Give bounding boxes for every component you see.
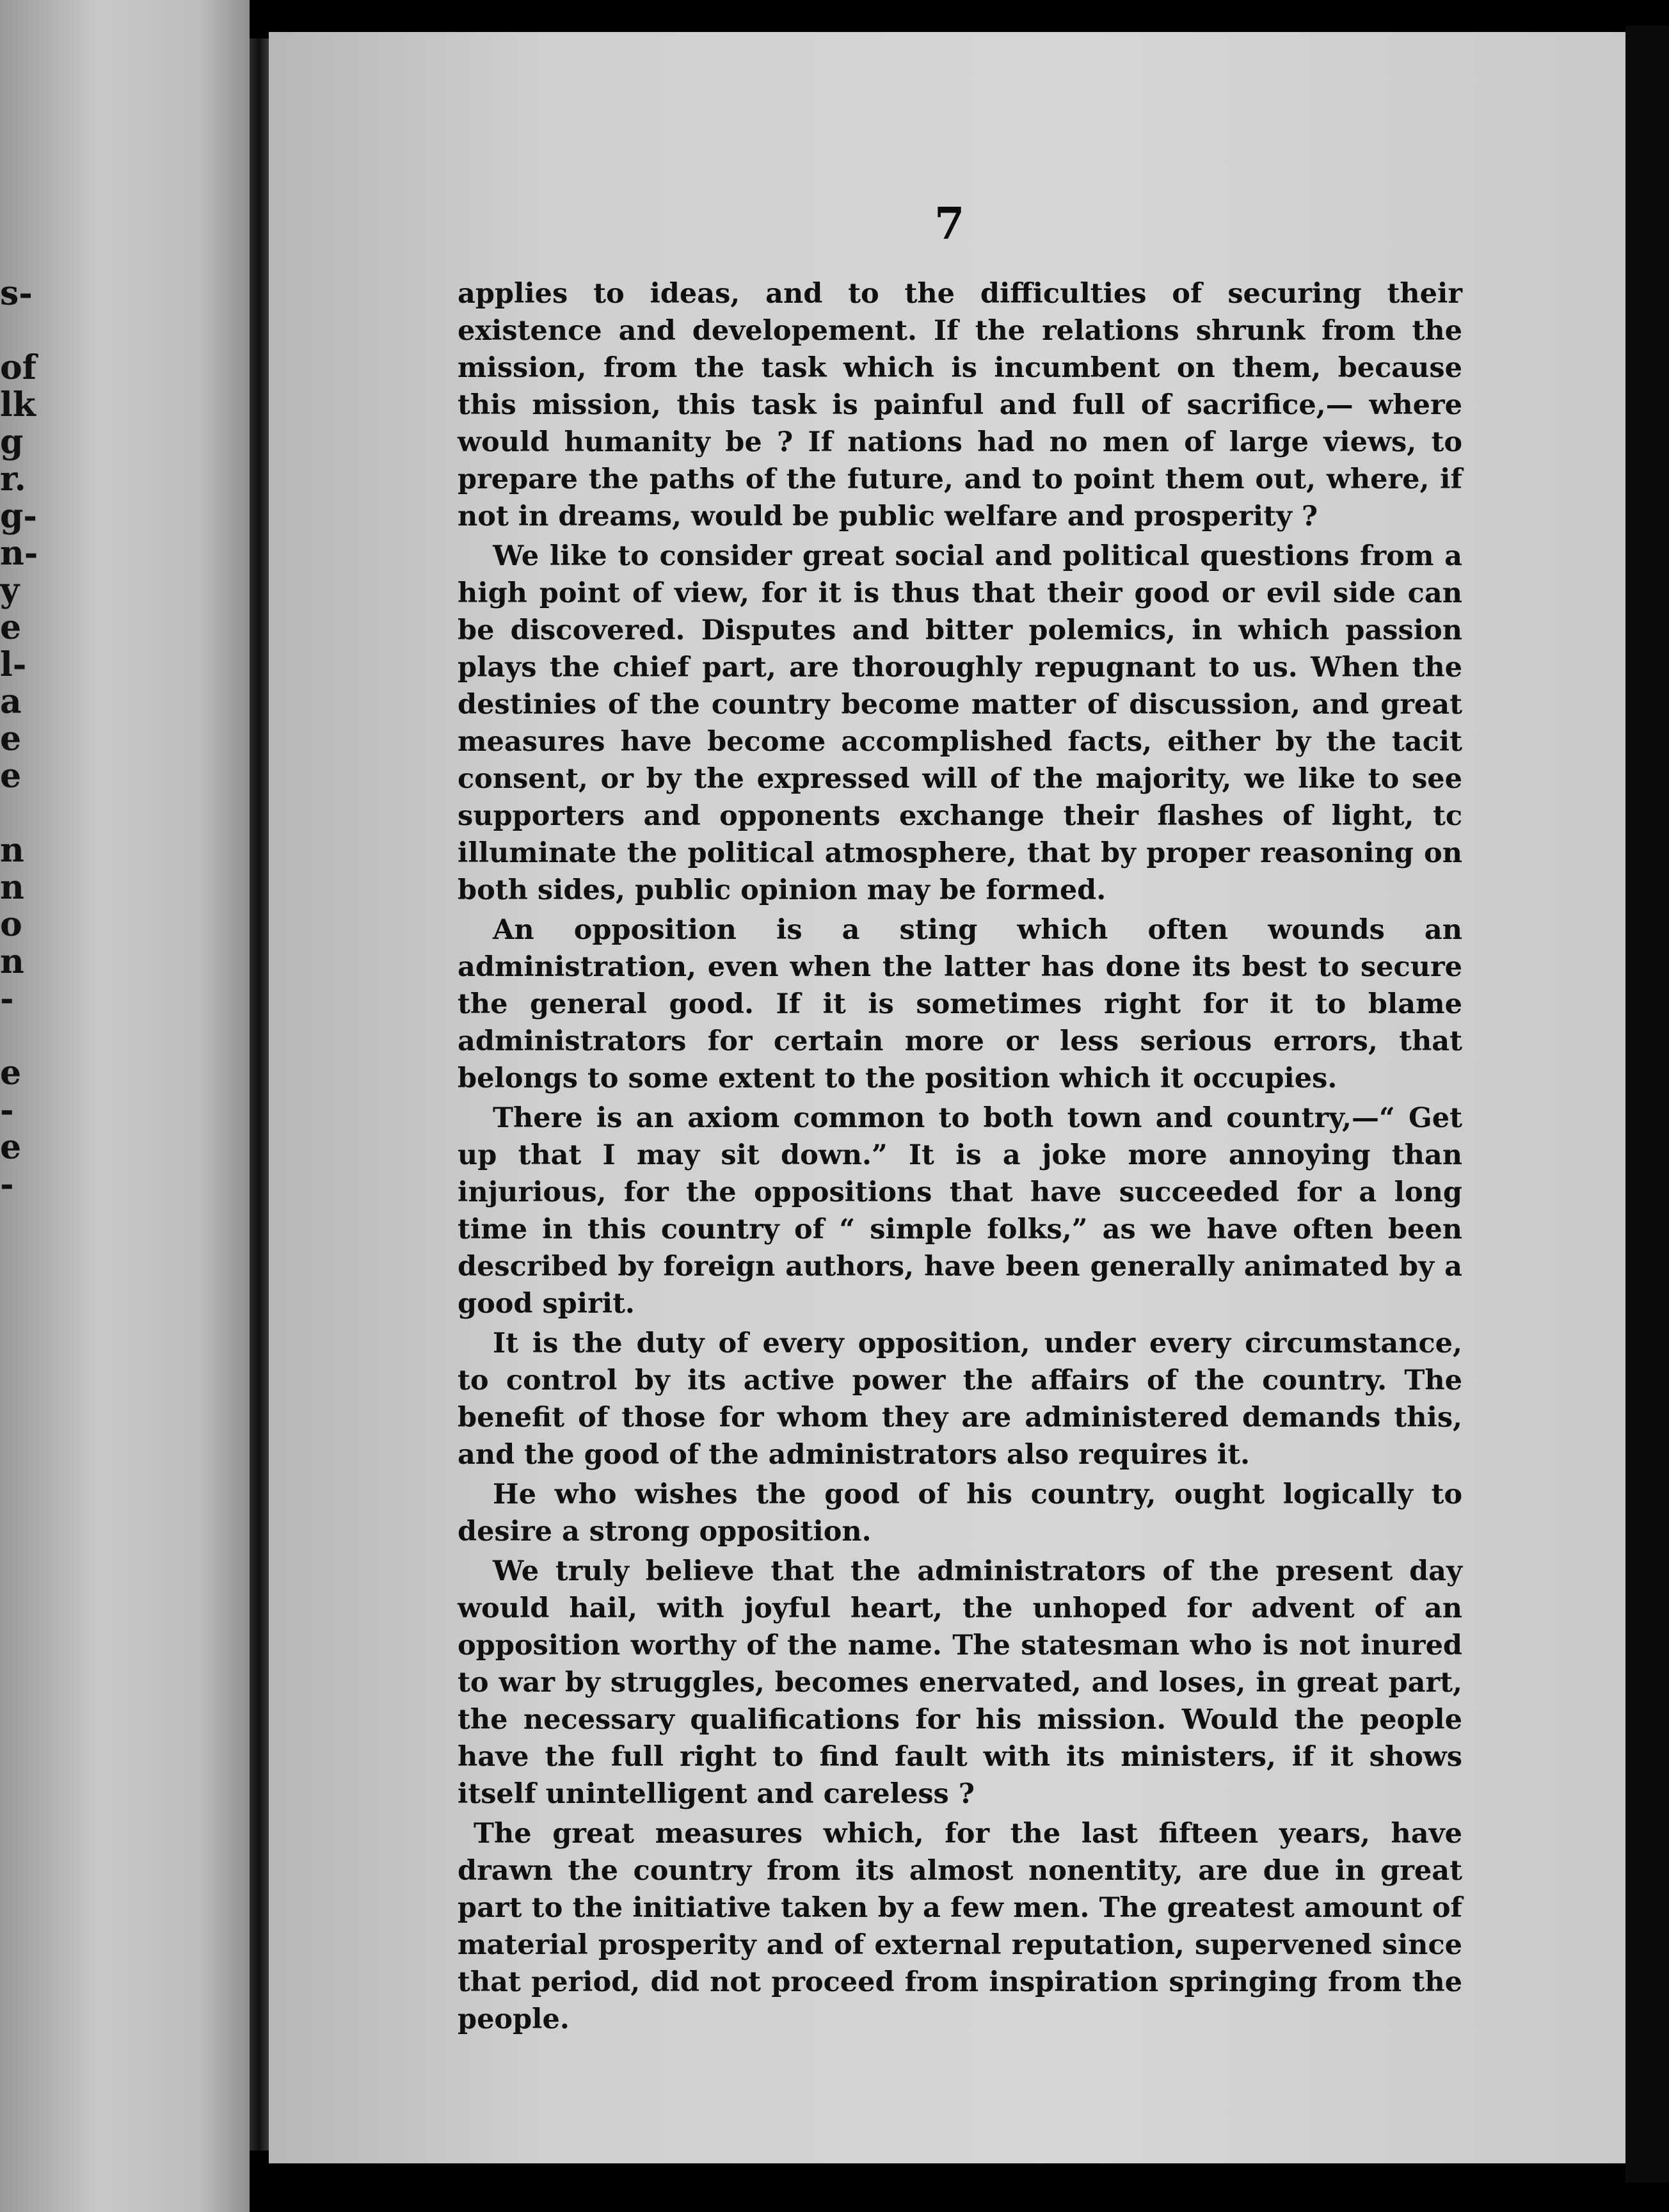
left-fragment: n [0,831,24,870]
left-fragment: n- [0,534,38,573]
left-fragment: o [0,905,22,944]
paragraph: applies to ideas, and to the difficulties of securing their existence and developement. If the relations shrunk from the mission, from the task which is incumbent on them, because this mission, this task is painful and full of sacrifice,— where would humanity be ? If nations had no men of large views, to prepare the paths of the future, and to point them out, where, if not in dreams, would be public welfare and prosperity ? [458,278,1462,533]
paragraph: An opposition is a sting which often wounds an administration, even when the latter has done its best to secure the general good. If it is sometimes right for it to blame administrators for certain more or less serious errors, that belongs to some extent to the position which it occupies. [458,914,1462,1094]
page-body [458,275,1462,2040]
page-number: 7 [934,198,965,250]
left-fragment: n [0,868,24,907]
paragraph: The great measures which, for the last fifteen years, have drawn the country from its almost nonentity, are due in great part to the initiative taken by a few men. The greatest amount of material prosperity and of external reputation, supervened since that period, did not proceed from inspiration springing from the people. [458,1818,1462,2035]
left-fragment: - [0,979,14,1018]
page-right-edge [1625,26,1669,2183]
left-facing-page [0,0,250,2212]
left-fragment: g [0,422,24,461]
left-fragment: n [0,942,24,981]
left-fragment: e [0,719,22,758]
left-fragment [0,1018,38,1055]
left-fragment: y [0,571,20,610]
left-fragment: - [0,1165,14,1204]
left-fragment: s- [0,274,33,313]
paragraph: We like to consider great social and political questions from a high point of view, for it is thus that their good or evil side can be discovered. Disputes and bitter polemics, in which passion plays the chief part, are thoroughly repugnant to us. When the destinies of the country become matter of discussion, and great measures have become accomplished facts, either by the tacit consent, or by the expressed will of the majority, we like to see supporters and opponents exchange their flashes of light, tc illuminate the political atmosphere, that by proper reasoning on both sides, public opinion may be formed. [458,540,1462,906]
left-fragment: l- [0,645,27,684]
paragraph: We truly believe that the administrators of the present day would hail, with joyful heart, the unhoped for advent of an opposition worthy of the name. The statesman who is not inured to war by struggles, becomes enervated, and loses, in great part, the necessary qualifications for his mission. Would the people have the full right to find fault with its ministers, if it shows itself unintelligent and careless ? [458,1555,1462,1810]
left-fragment: r. [0,460,26,499]
paragraph: It is the duty of every opposition, under every circumstance, to control by its active power the affairs of the country. The benefit of those for whom they are administered demands this, and the good of the administrators also requires it. [458,1327,1462,1471]
left-fragment: of [0,348,37,387]
left-fragment: e [0,608,22,647]
paragraph: He who wishes the good of his country, ought logically to desire a strong opposition. [458,1479,1462,1548]
left-fragment: e [0,1054,22,1093]
left-fragment: e [0,757,22,796]
book-gutter [250,38,269,2151]
left-fragment: a [0,682,22,721]
left-fragment: e [0,1128,22,1167]
left-fragment [0,795,38,832]
left-page-text-fragments [0,275,38,1203]
left-fragment: lk [0,385,36,424]
left-fragment: g- [0,497,37,536]
left-fragment [0,312,38,349]
paragraph: There is an axiom common to both town and country,—“ Get up that I may sit down.” It is a joke more annoying than injurious, for the oppositions that have succeeded for a long time in this country of “ simple folks,” as we have often been described by foreign authors, have been generally animated by a good spirit. [458,1102,1462,1320]
left-fragment: - [0,1091,14,1130]
